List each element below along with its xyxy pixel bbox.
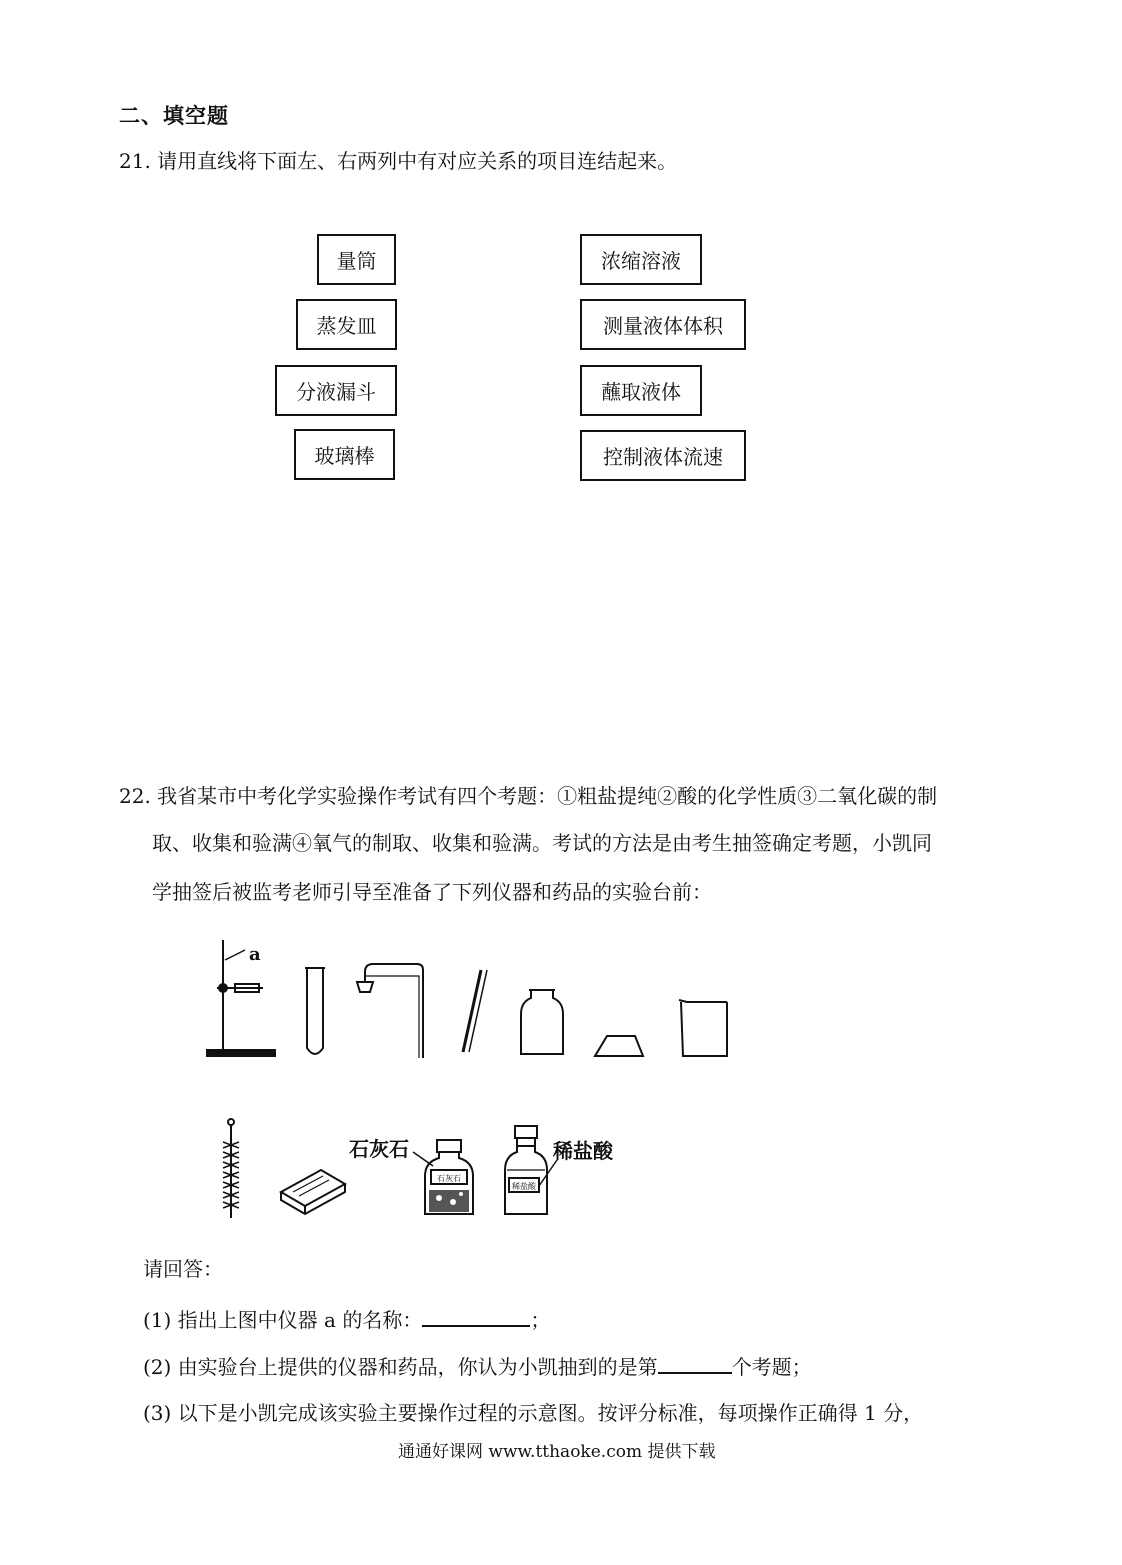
sub-question-1	[143, 1303, 550, 1335]
question-22-line2: 取、收集和验满④氧气的制取、收集和验满。考试的方法是由考生抽签确定考题，小凯同	[152, 831, 932, 855]
sub-question-2-end: 个考题；	[731, 1355, 812, 1379]
iron-stand-icon	[207, 940, 275, 1056]
sub-question-2	[143, 1350, 812, 1382]
left-item-separatory-funnel: 分液漏斗	[275, 365, 397, 416]
question-21-text: 21. 请用直线将下面左、右两列中有对应关系的项目连结起来。	[119, 149, 678, 173]
sub-question-3: (3) 以下是小凯完成该实验主要操作过程的示意图。按评分标准，每项操作正确得 1 分，	[143, 1401, 924, 1425]
answer-prompt: 请回答：	[143, 1257, 223, 1281]
gas-bottle-icon	[521, 990, 563, 1054]
glass-plate-icon	[595, 1036, 643, 1056]
beaker-icon	[679, 1000, 727, 1056]
bottle-label-hcl: 稀盐酸	[512, 1182, 536, 1191]
delivery-tube-icon	[357, 964, 423, 1058]
hydrochloric-acid-bottle-icon	[505, 1126, 557, 1214]
answer-blank-1[interactable]	[422, 1303, 530, 1327]
left-item-graduated-cylinder: 量筒	[317, 234, 396, 285]
test-tube-icon	[305, 968, 325, 1054]
answer-blank-2[interactable]	[658, 1350, 732, 1374]
right-item-measure-volume: 测量液体体积	[580, 299, 746, 350]
right-item-dip-liquid: 蘸取液体	[580, 365, 702, 416]
label-dilute-hcl: 稀盐酸	[553, 1139, 613, 1163]
glass-rod-icon	[463, 970, 487, 1052]
right-item-control-flow: 控制液体流速	[580, 430, 746, 481]
matchbox-icon	[281, 1170, 345, 1214]
bottle-label-limestone: 石灰石	[437, 1174, 461, 1183]
apparatus-figure	[195, 930, 755, 1230]
sub-question-2-text: (2) 由实验台上提供的仪器和药品，你认为小凯抽到的是第	[143, 1355, 658, 1379]
right-item-concentrate-solution: 浓缩溶液	[580, 234, 702, 285]
label-a: a	[249, 944, 261, 965]
sub-question-1-text: (1) 指出上图中仪器 a 的名称：	[143, 1308, 423, 1332]
section-title: 二、填空题	[119, 103, 229, 128]
left-item-glass-rod: 玻璃棒	[294, 429, 395, 480]
sub-question-1-end: ；	[530, 1308, 551, 1332]
footer-text: 通通好课网 www.tthaoke.com 提供下载	[398, 1442, 716, 1462]
question-22-line3: 学抽签后被监考老师引导至准备了下列仪器和药品的实验台前：	[152, 880, 712, 904]
question-22-line1: 22. 我省某市中考化学实验操作考试有四个考题：①粗盐提纯②酸的化学性质③二氧化碳的制	[119, 784, 938, 808]
left-item-evaporating-dish: 蒸发皿	[296, 299, 397, 350]
label-limestone: 石灰石	[349, 1137, 409, 1161]
test-tube-brush-icon	[223, 1119, 239, 1218]
